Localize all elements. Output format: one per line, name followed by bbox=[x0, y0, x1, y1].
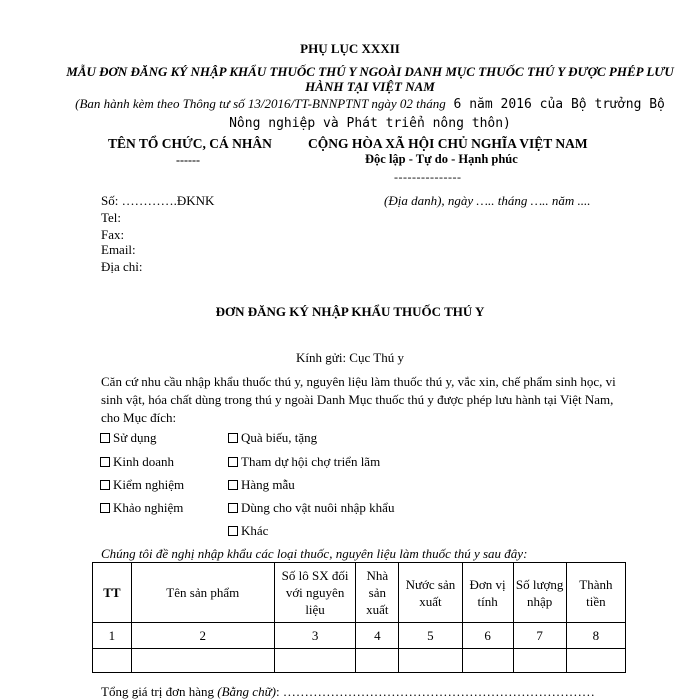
purpose-label: Quà biếu, tặng bbox=[241, 430, 318, 445]
national-motto: Độc lập - Tự do - Hạnh phúc bbox=[365, 152, 518, 166]
checkbox-icon[interactable] bbox=[100, 457, 110, 467]
table-cell[interactable] bbox=[513, 649, 566, 673]
table-intro: Chúng tôi đề nghị nhập khẩu các loại thuốc, nguyên liệu làm thuốc thú y sau đây: bbox=[101, 546, 528, 561]
purpose-option-khac[interactable] bbox=[228, 523, 268, 539]
table-cell[interactable] bbox=[274, 649, 356, 673]
purpose-option-kiem-nghiem[interactable] bbox=[100, 477, 184, 493]
order-total-blank: : ……………………………………………………………… bbox=[276, 684, 595, 699]
appendix-title: PHỤ LỤC XXXII bbox=[300, 41, 400, 56]
place-date: (Địa danh), ngày ….. tháng ….. năm .... bbox=[384, 193, 591, 208]
recipient: Kính gửi: Cục Thú y bbox=[296, 350, 404, 365]
purpose-option-hoi-cho[interactable] bbox=[228, 454, 380, 470]
national-divider: --------------- bbox=[394, 170, 462, 184]
purpose-option-kinh-doanh[interactable] bbox=[100, 454, 174, 470]
table-cell: 8 bbox=[566, 623, 625, 649]
email-label: Email: bbox=[101, 242, 136, 257]
table-cell: 3 bbox=[274, 623, 356, 649]
purpose-option-vat-nuoi[interactable] bbox=[228, 500, 394, 516]
form-title: ĐƠN ĐĂNG KÝ NHẬP KHẨU THUỐC THÚ Y bbox=[215, 304, 485, 319]
table-row bbox=[93, 649, 626, 673]
table-cell[interactable] bbox=[356, 649, 399, 673]
purpose-label: Khác bbox=[241, 523, 269, 538]
checkbox-icon[interactable] bbox=[228, 457, 238, 467]
purpose-paragraph: Căn cứ nhu cầu nhập khẩu thuốc thú y, nguyên liệu làm thuốc thú y, vắc xin, chế phẩm sinh học, vi sinh vật, hóa chất dùng trong thú y ngoài Danh Mục thuốc thú y được phép lưu hành tại Việt Nam, cho Mục đích: bbox=[101, 374, 616, 425]
table-cell[interactable] bbox=[462, 649, 513, 673]
table-cell[interactable] bbox=[399, 649, 462, 673]
header-tt: TT bbox=[93, 563, 132, 623]
header-manufacturer: Nhà sản xuất bbox=[356, 563, 399, 623]
document-number: Số: ………….ĐKNK bbox=[101, 193, 215, 208]
table-cell: 1 bbox=[93, 623, 132, 649]
header-country: Nước sản xuất bbox=[399, 563, 462, 623]
organization-divider: ------ bbox=[176, 153, 200, 167]
purpose-label: Hàng mẫu bbox=[241, 477, 295, 492]
table-cell: 5 bbox=[399, 623, 462, 649]
header-unit: Đơn vị tính bbox=[462, 563, 513, 623]
table-cell: 2 bbox=[131, 623, 274, 649]
table-number-row bbox=[93, 623, 626, 649]
purpose-option-hang-mau[interactable] bbox=[228, 477, 295, 493]
purpose-label: Tham dự hội chợ triển lãm bbox=[241, 454, 381, 469]
header-quantity: Số lượng nhập bbox=[513, 563, 566, 623]
table-cell: 6 bbox=[462, 623, 513, 649]
checkbox-icon[interactable] bbox=[100, 480, 110, 490]
table-cell[interactable] bbox=[131, 649, 274, 673]
purpose-label: Sử dụng bbox=[113, 430, 157, 445]
table-cell: 4 bbox=[356, 623, 399, 649]
organization-name: TÊN TỔ CHỨC, CÁ NHÂN bbox=[108, 136, 272, 151]
issuance-note-italic: (Ban hành kèm theo Thông tư số 13/2016/TT-BNNPTNT ngày 02 tháng bbox=[75, 96, 446, 111]
table-header-row bbox=[93, 563, 626, 623]
checkbox-icon[interactable] bbox=[100, 433, 110, 443]
national-title: CỘNG HÒA XÃ HỘI CHỦ NGHĨA VIỆT NAM bbox=[308, 136, 588, 151]
tel-label: Tel: bbox=[101, 210, 122, 225]
issuance-note-mono: 6 năm 2016 của Bộ trưởng Bộ Nông nghiệp và Phát triển nông thôn) bbox=[229, 97, 665, 131]
header-amount: Thành tiền bbox=[566, 563, 625, 623]
checkbox-icon[interactable] bbox=[228, 433, 238, 443]
checkbox-icon[interactable] bbox=[228, 503, 238, 513]
purpose-label: Khảo nghiệm bbox=[113, 500, 184, 515]
purpose-label: Dùng cho vật nuôi nhập khẩu bbox=[241, 500, 395, 515]
checkbox-icon[interactable] bbox=[100, 503, 110, 513]
header-batch-number: Số lô SX đối với nguyên liệu bbox=[274, 563, 356, 623]
product-table bbox=[92, 562, 626, 673]
form-subtitle: MẪU ĐƠN ĐĂNG KÝ NHẬP KHẨU THUỐC THÚ Y NGOÀI DANH MỤC THUỐC THÚ Y ĐƯỢC PHÉP LƯU HÀNH TẠI VIỆT NAM bbox=[66, 64, 674, 94]
table-cell[interactable] bbox=[566, 649, 625, 673]
table-cell[interactable] bbox=[93, 649, 132, 673]
order-total-in-words: (Bằng chữ) bbox=[217, 684, 276, 699]
purpose-label: Kiểm nghiệm bbox=[113, 477, 185, 492]
fax-label: Fax: bbox=[101, 227, 125, 242]
issuance-note bbox=[60, 95, 680, 133]
checkbox-icon[interactable] bbox=[228, 526, 238, 536]
purpose-label: Kinh doanh bbox=[113, 454, 175, 469]
order-total-label: Tổng giá trị đơn hàng bbox=[101, 684, 218, 699]
purpose-option-khao-nghiem[interactable] bbox=[100, 500, 183, 516]
address-label: Địa chỉ: bbox=[101, 259, 143, 274]
order-total bbox=[101, 684, 595, 700]
checkbox-icon[interactable] bbox=[228, 480, 238, 490]
header-product-name: Tên sản phẩm bbox=[131, 563, 274, 623]
table-cell: 7 bbox=[513, 623, 566, 649]
purpose-option-qua-bieu[interactable] bbox=[228, 430, 317, 446]
purpose-option-su-dung[interactable] bbox=[100, 430, 157, 446]
